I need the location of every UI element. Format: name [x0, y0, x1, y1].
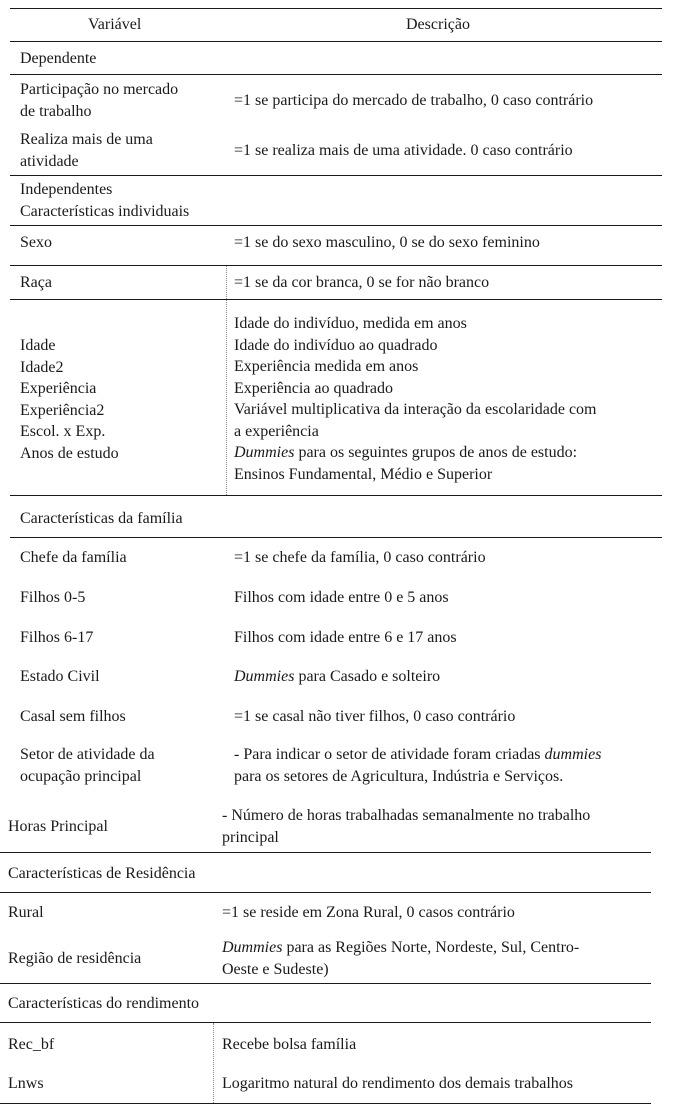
desc-individual-list: Idade do indivíduo, medida em anos Idade do indivíduo ao quadrado Experiência medida em anos Experiência ao quadrado Variável multiplicativa da interação da escolaridade com a experiência Dummies para os seguintes grupos de anos de estudo: Ensinos Fundamental, Médio e Superior [234, 315, 597, 483]
rule [10, 175, 662, 176]
rule [10, 537, 662, 538]
desc-chefe: =1 se chefe da família, 0 caso contrário [234, 549, 486, 566]
desc-horas: - Número de horas trabalhadas semanalmente no trabalho principal [222, 807, 591, 846]
var-participacao: Participação no mercado de trabalho [20, 81, 179, 120]
rule [10, 495, 662, 496]
rule [0, 1022, 651, 1023]
var-filhos-0-5: Filhos 0-5 [20, 589, 86, 606]
desc-filhos-0-5: Filhos com idade entre 0 e 5 anos [234, 589, 449, 606]
header-rule [10, 41, 662, 42]
desc-filhos-6-17: Filhos com idade entre 6 e 17 anos [234, 629, 457, 646]
desc-casal: =1 se casal não tiver filhos, 0 caso contrário [234, 708, 516, 725]
section-independentes: Independentes Características individuais [20, 181, 190, 220]
section-dependente: Dependente [20, 50, 97, 67]
var-rural: Rural [8, 904, 44, 921]
header-descricao: Descrição [406, 16, 470, 33]
var-regiao: Região de residência [8, 950, 142, 967]
section-familia: Características da família [20, 510, 183, 527]
desc-regiao: Dummies para as Regiões Norte, Nordeste, Sul, Centro- Oeste e Sudeste) [222, 939, 580, 978]
var-individual-list: Idade Idade2 Experiência Experiência2 Escol. x Exp. Anos de estudo [20, 337, 119, 462]
rule [0, 852, 651, 853]
bottom-rule [0, 1103, 651, 1104]
rule [10, 265, 662, 266]
rule [0, 892, 651, 893]
var-casal: Casal sem filhos [20, 708, 126, 725]
column-divider [226, 300, 227, 495]
column-divider [226, 266, 227, 299]
desc-realiza: =1 se realiza mais de uma atividade. 0 caso contrário [234, 142, 573, 159]
var-filhos-6-17: Filhos 6-17 [20, 629, 94, 646]
rule [0, 983, 651, 984]
var-sexo: Sexo [20, 234, 52, 251]
var-rec-bf: Rec_bf [8, 1036, 55, 1053]
desc-participacao: =1 se participa do mercado de trabalho, 0 caso contrário [234, 92, 594, 109]
desc-setor: - Para indicar o setor de atividade foram criadas dummies para os setores de Agricultura, Indústria e Serviços. [234, 746, 602, 785]
var-realiza: Realiza mais de uma atividade [20, 131, 153, 170]
var-lnws: Lnws [8, 1075, 44, 1092]
var-chefe: Chefe da família [20, 549, 127, 566]
desc-lnws: Logaritmo natural do rendimento dos demais trabalhos [222, 1075, 574, 1092]
var-raca: Raça [20, 274, 52, 291]
desc-estado-civil: Dummies para Casado e solteiro [234, 668, 441, 685]
section-rendimento: Características do rendimento [8, 995, 200, 1012]
var-estado-civil: Estado Civil [20, 668, 100, 685]
section-residencia: Características de Residência [8, 865, 196, 882]
var-setor: Setor de atividade da ocupação principal [20, 746, 155, 785]
rule [10, 225, 662, 226]
desc-raca: =1 se da cor branca, 0 se for não branco [234, 274, 490, 291]
rule [10, 299, 662, 300]
var-horas: Horas Principal [8, 818, 108, 835]
desc-rural: =1 se reside em Zona Rural, 0 casos contrário [222, 904, 515, 921]
column-divider [213, 1023, 214, 1103]
desc-sexo: =1 se do sexo masculino, 0 se do sexo feminino [234, 234, 540, 251]
header-variavel: Variável [88, 16, 142, 33]
top-rule [10, 8, 662, 9]
rule [10, 74, 662, 75]
desc-rec-bf: Recebe bolsa família [222, 1036, 357, 1053]
